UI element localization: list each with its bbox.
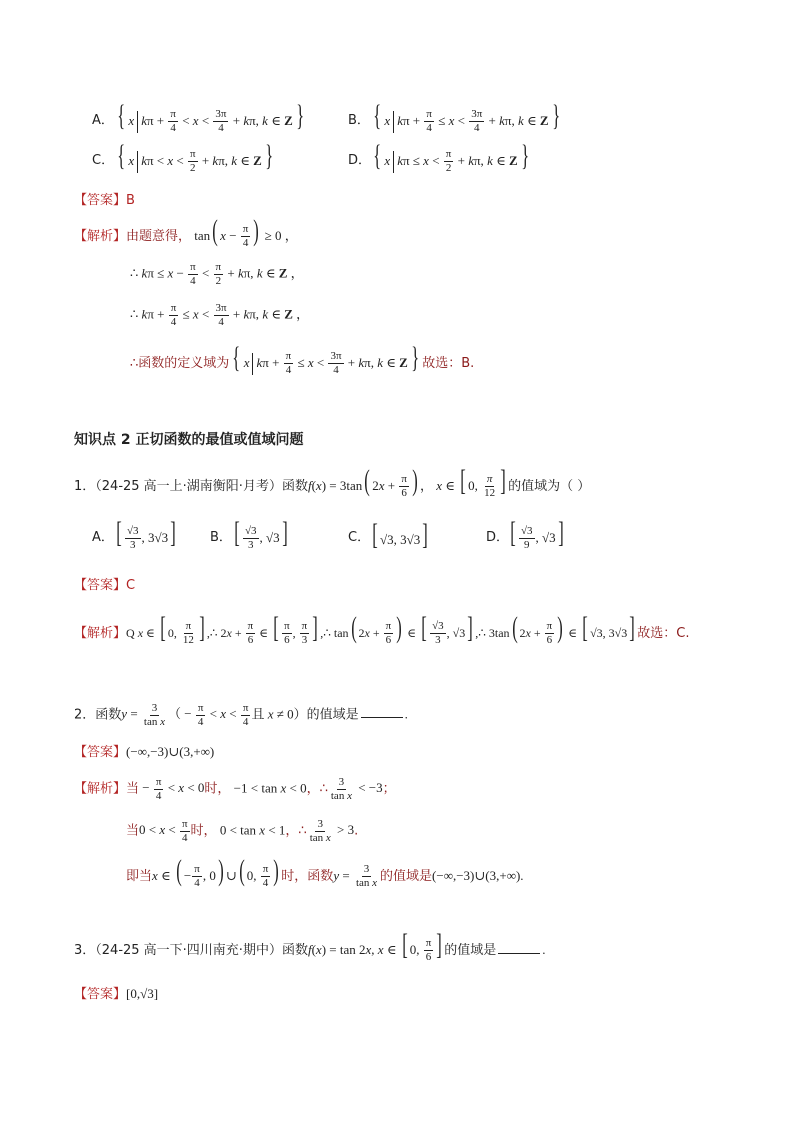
- q3-blank: [498, 939, 540, 954]
- q1-option-c-label: C．: [348, 529, 371, 545]
- section-title: 知识点 2 正切函数的最值或值域问题: [74, 432, 304, 448]
- q2-analysis-1: 【解析】当 − $\frac{\pi}{4}$ < x < 0时， −1 < tan x < 0，∴ $\frac{3}{\text{tan x}}$ < −3；: [74, 775, 396, 802]
- q1-answer-value: C: [126, 577, 136, 593]
- q3-answer-tag: 【答案】: [74, 986, 127, 1002]
- q2-l1b: 时，: [204, 780, 231, 796]
- q2-analysis-2: 当0 < x < $\frac{\pi}{4}$ 时， 0 < tan x < 1，∴ $\frac{3}{\text{tan x}}$ > 3.: [126, 817, 359, 844]
- q1-analysis: 【解析】Q x ∈ [ 0, $\frac{\pi}{12}$ ] ,∴ 2x + $\frac{\pi}{6}$ ∈ [ $\frac{\pi}{6}$ , $\frac{\pi}{3}$ ] ,∴ tan( 2x + $\frac{\pi}{6}$ ) ∈ [ $\frac{√3}{3}$ , √3] ,∴ 3tan( 2x + $\frac{\pi}{6}$ ) ∈ [ √3, 3√3] 故选：C.: [74, 610, 690, 647]
- q1-suffix: 的值域为（ ）: [508, 478, 591, 494]
- option-d-math: { x kπ ≤ x < $\frac{\pi}{2}$ + kπ, k ∈ Z }: [373, 138, 529, 175]
- option-c-math: { x kπ < x < $\frac{\pi}{2}$ + kπ, k ∈ Z }: [117, 138, 274, 175]
- option-c-label: C．: [92, 152, 115, 168]
- q2-l1a: 当: [126, 780, 140, 796]
- option-a-math: { x kπ + $\frac{\pi}{4}$ < x < $\frac{3\pi}{4}$ + kπ, k ∈ Z }: [117, 98, 304, 135]
- q2-l1c: ，∴: [306, 780, 328, 796]
- q3-stem: 3．（24-25 高一下·四川南充·期中）函数f(x) = tan 2x, x ∈ [ 0, $\frac{\pi}{6}$ ] 的值域是 .: [74, 927, 546, 964]
- q1-choose: 故选：C.: [637, 625, 690, 641]
- q1-option-c: [ √3, 3√3]: [372, 518, 429, 551]
- q2-l3a: 即当: [126, 868, 153, 884]
- analysis-text: 由题意得，: [126, 228, 192, 244]
- answer-value: B: [126, 192, 135, 208]
- q3-period: .: [542, 941, 546, 957]
- q2-stem: 2．函数y = $\frac{3}{\text{tan x}}$ （ − $\frac{\pi}{4}$ < x < $\frac{\pi}{4}$ 且 x ≠ 0）的值域是 .: [74, 701, 408, 728]
- q3-suffix: 的值域是: [444, 942, 497, 958]
- q1-option-a: [ $\frac{√3}{3}$ , 3√3]: [116, 515, 176, 552]
- section-title-row: [0, 422, 794, 456]
- q2-answer-value: (−∞,−3)∪(3,+∞): [126, 743, 215, 759]
- q2-suffix: ）的值域是: [293, 706, 359, 722]
- q3-answer: [0, 975, 794, 1009]
- q2-l2b: 时，: [190, 822, 217, 838]
- q2-l2a: 当: [126, 822, 140, 838]
- q2-l3c: 的值域是: [380, 868, 433, 884]
- prev-answer: [0, 181, 794, 215]
- option-b-math: { x kπ + $\frac{\pi}{4}$ ≤ x < $\frac{3\pi}{4}$ + kπ, k ∈ Z }: [373, 98, 560, 135]
- answer-tag: 【答案】: [74, 192, 127, 208]
- q2-l2d: .: [354, 822, 359, 838]
- prev-analysis-2: ∴ kπ ≤ x − $\frac{\pi}{4}$ < $\frac{\pi}{2}$ + kπ, k ∈ Z ，: [130, 260, 304, 287]
- q2-cond-mid: 且: [251, 706, 265, 722]
- q3-prefix: 3．（24-25 高一下·四川南充·期中）函数: [74, 942, 308, 958]
- q2-answer-tag: 【答案】: [74, 744, 127, 760]
- q2-l2c: ，∴: [285, 822, 307, 838]
- option-d-label: D．: [348, 152, 372, 168]
- q2-l1d: ；: [382, 780, 396, 796]
- q2-period: .: [404, 705, 408, 721]
- q1-analysis-tag: 【解析】: [74, 625, 127, 641]
- prev-options-row-2: [0, 138, 794, 175]
- q2-analysis-tag: 【解析】: [74, 780, 127, 796]
- domain-text: ∴函数的定义域为: [130, 355, 230, 371]
- q1-option-b-label: B．: [210, 529, 232, 545]
- choose-text: 故选：B.: [422, 355, 475, 371]
- prev-analysis-3: ∴ kπ + $\frac{\pi}{4}$ ≤ x < $\frac{3\pi}{4}$ + kπ, k ∈ Z ，: [130, 301, 310, 328]
- q1-option-a-label: A．: [92, 529, 114, 545]
- analysis-tag: 【解析】: [74, 228, 127, 244]
- q1-stem: 1．（24-25 高一上·湖南衡阳·月考）函数f(x) = 3tan( 2x + $\frac{\pi}{6}$ ) ， x ∈ [ 0, $\frac{\pi}{12}$ ] 的值域为（ ）: [74, 463, 591, 500]
- q1-prefix: 1．（24-25 高一上·湖南衡阳·月考）函数: [74, 478, 308, 494]
- q2-prefix: 2．函数: [74, 706, 122, 722]
- q2-l3e: .: [520, 867, 524, 883]
- q1-options: [0, 515, 794, 552]
- q2-analysis-3: 即当x ∈ ( − $\frac{\pi}{4}$ , 0) ∪( 0, $\frac{\pi}{4}$ ) 时，函数y = $\frac{3}{\text{tan x}}$ 的值域是(−∞,−3)∪(3,+∞).: [126, 853, 524, 890]
- q2-answer: [0, 733, 794, 767]
- option-b-label: B．: [348, 112, 370, 128]
- q2-l3b: 时，函数: [281, 868, 334, 884]
- prev-options-row-1: [0, 98, 794, 135]
- prev-analysis-1: 【解析】由题意得， tan( x − $\frac{\pi}{4}$ ) ≥ 0 ，: [74, 213, 298, 250]
- option-a-label: A．: [92, 112, 114, 128]
- q1-option-b: [ $\frac{√3}{3}$ , √3]: [234, 515, 288, 552]
- q1-answer: [0, 566, 794, 600]
- q2-l3d: (−∞,−3)∪(3,+∞): [432, 867, 521, 883]
- q3-answer-value: [0,√3]: [126, 985, 159, 1001]
- q1-answer-tag: 【答案】: [74, 577, 127, 593]
- q2-blank: [361, 703, 403, 718]
- q1-option-d-label: D．: [486, 529, 510, 545]
- prev-analysis-4: ∴函数的定义域为 { x kπ + $\frac{\pi}{4}$ ≤ x < $\frac{3\pi}{4}$ + kπ, k ∈ Z } 故选：B.: [130, 340, 475, 377]
- q1-option-d: [ $\frac{√3}{9}$ , √3]: [510, 515, 564, 552]
